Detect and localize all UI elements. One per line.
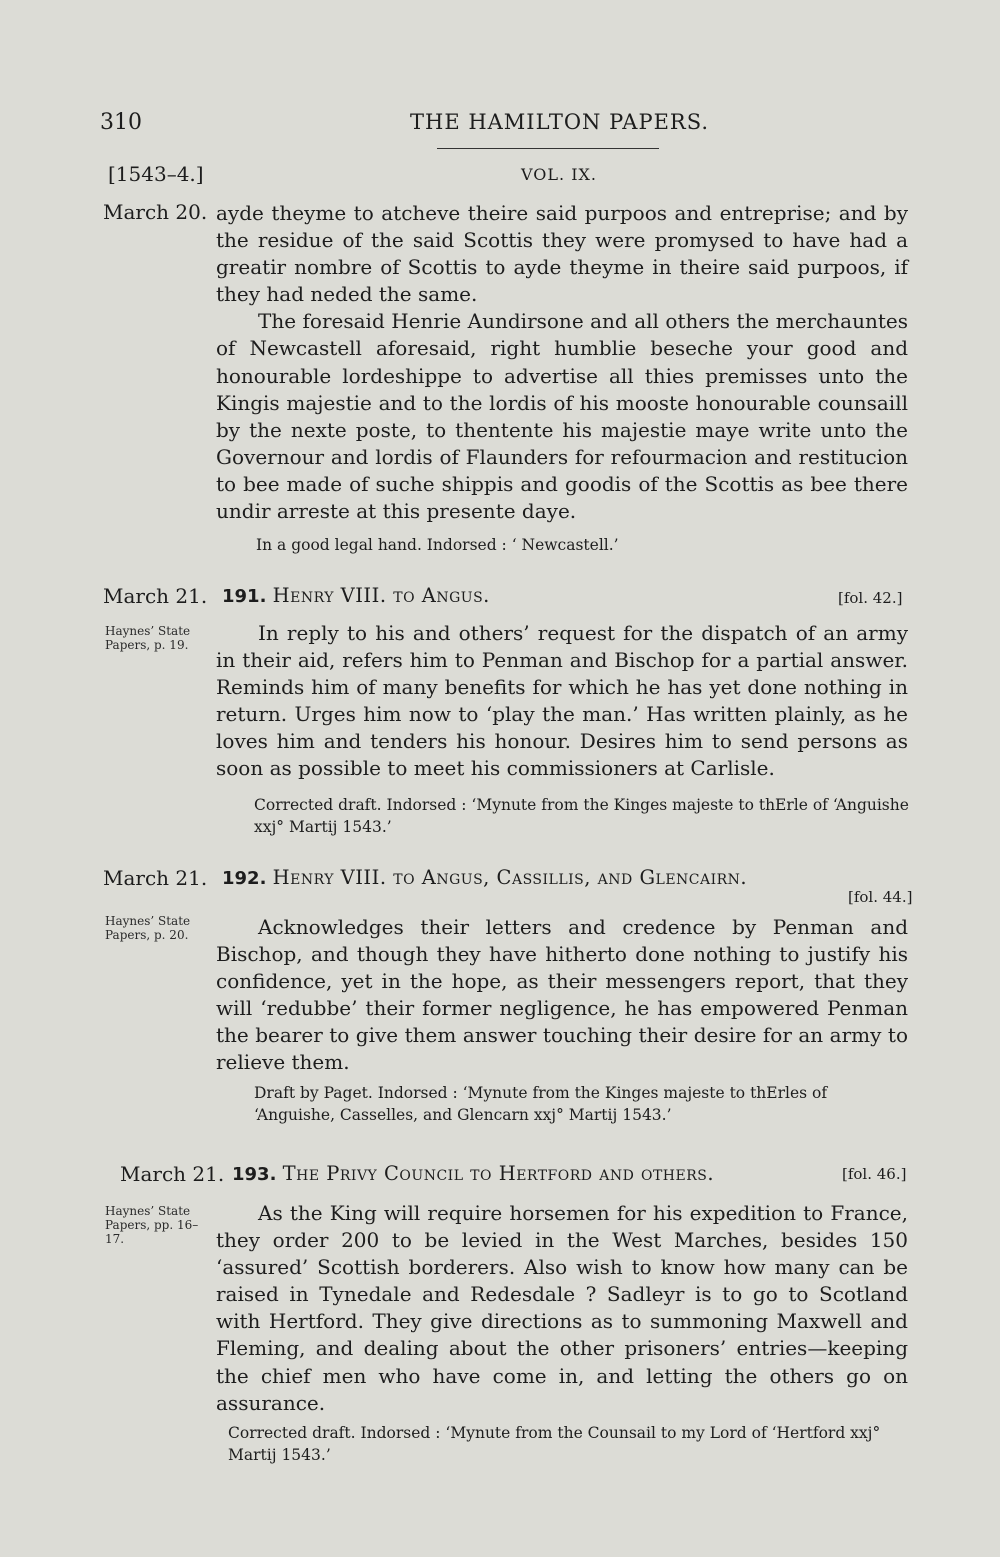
entry-192-number: 192. bbox=[222, 868, 267, 889]
entry-193-date: March 21. bbox=[120, 1162, 225, 1186]
margin-date-march-20: March 20. bbox=[103, 200, 208, 224]
entry-193-paragraph: As the King will require horsemen for his expedition to France, they order 200 to be levied in the West Marches, besides 150 ‘assured’ Scottish borderers. Also wish to know how many can be raised in Tynedale and Redesdale ? Sadleyr is to go to Scotland with Hertford. They give directions as to summoning Maxwell and Fleming, and dealing about the other prisoners’ entries—keeping the chief men who have come in, and letting the others go on assurance. bbox=[216, 1201, 908, 1415]
entry-191-margin-note: Haynes’ State Papers, p. 19. bbox=[105, 624, 191, 652]
header-rule bbox=[437, 148, 659, 149]
entry-192-heading bbox=[222, 866, 747, 889]
entry-192-paragraph: Acknowledges their letters and credence by Penman and Bischop, and though they have hitherto done nothing to justify his confidence, yet in the hope, as their messengers report, that they will ‘redubbe’ their former negligence, he has empowered Penman the bearer to give them answer touching their desire for an army to relieve them. bbox=[216, 915, 908, 1075]
entry-193-heading bbox=[232, 1162, 714, 1185]
entry-193-margin-note: Haynes’ State Papers, pp. 16–17. bbox=[105, 1204, 199, 1246]
entry-191-number: 191. bbox=[222, 586, 267, 607]
continuation-note: In a good legal hand. Indorsed : ‘ Newcastell.’ bbox=[256, 536, 619, 554]
volume-label: VOL. IX. bbox=[521, 165, 597, 184]
entry-191-title: Henry VIII. to Angus. bbox=[272, 584, 490, 607]
entry-193-title: The Privy Council to Hertford and others. bbox=[282, 1162, 715, 1185]
entry-191-heading bbox=[222, 584, 490, 607]
date-range: [1543–4.] bbox=[108, 162, 204, 186]
entry-192-title: Henry VIII. to Angus, Cassillis, and Glencairn. bbox=[272, 866, 748, 889]
running-title: THE HAMILTON PAPERS. bbox=[410, 110, 710, 134]
entry-191-note: Corrected draft. Indorsed : ‘Mynute from the Kinges majeste to thErle of ‘Anguishe xxj° Martij 1543.’ bbox=[254, 796, 909, 836]
entry-193-number: 193. bbox=[232, 1164, 277, 1185]
entry-192-folio: [fol. 44.] bbox=[848, 888, 913, 906]
entry-192-margin-note: Haynes’ State Papers, p. 20. bbox=[105, 914, 191, 942]
entry-193-note: Corrected draft. Indorsed : ‘Mynute from the Counsail to my Lord of ‘Hertford xxj° Martij 1543.’ bbox=[228, 1424, 881, 1464]
entry-191-body bbox=[216, 620, 908, 783]
entry-191-folio: [fol. 42.] bbox=[838, 589, 903, 607]
page-header bbox=[100, 110, 920, 142]
continuation-paragraph-2: The foresaid Henrie Aundirsone and all others the merchauntes of Newcastell aforesaid, right humblie beseche your good and honourable lordeshippe to advertise all thies premisses unto the Kingis majestie and to the lordis of his mooste honourable counsaill by the nexte poste, to thentente his majestie maye write unto the Governour and lordis of Flaunders for refourmacion and restitucion to bee made of suche shippis and goodis of the Scottis as bee there undir arreste at this presente daye. bbox=[216, 309, 908, 524]
entry-193-folio: [fol. 46.] bbox=[842, 1165, 907, 1183]
entry-191-paragraph: In reply to his and others’ request for the dispatch of an army in their aid, refers him to Penman and Bischop for a partial answer. Reminds him of many benefits for which he has yet done nothing in return. Urges him now to ‘play the man.’ Has written plainly, as he loves him and tenders his honour. Desires him to send persons as soon as possible to meet his commissioners at Carlisle. bbox=[216, 621, 908, 781]
entry-192-date: March 21. bbox=[103, 866, 208, 890]
continuation-paragraph-1: ayde theyme to atcheve theire said purpoos and entreprise; and by the residue of the said Scottis they were promysed to have had a greatir nombre of Scottis to ayde theyme in theire said purpoos, if they had neded the same. bbox=[216, 201, 908, 307]
entry-191-date: March 21. bbox=[103, 584, 208, 608]
entry-193-body bbox=[216, 1200, 908, 1417]
entry-192-body bbox=[216, 914, 908, 1077]
page-number: 310 bbox=[100, 110, 142, 135]
continuation-text bbox=[216, 200, 908, 525]
entry-192-note: Draft by Paget. Indorsed : ‘Mynute from the Kinges majeste to thErles of ‘Anguishe, Casselles, and Glencarn xxj° Martij 1543.’ bbox=[254, 1084, 828, 1124]
